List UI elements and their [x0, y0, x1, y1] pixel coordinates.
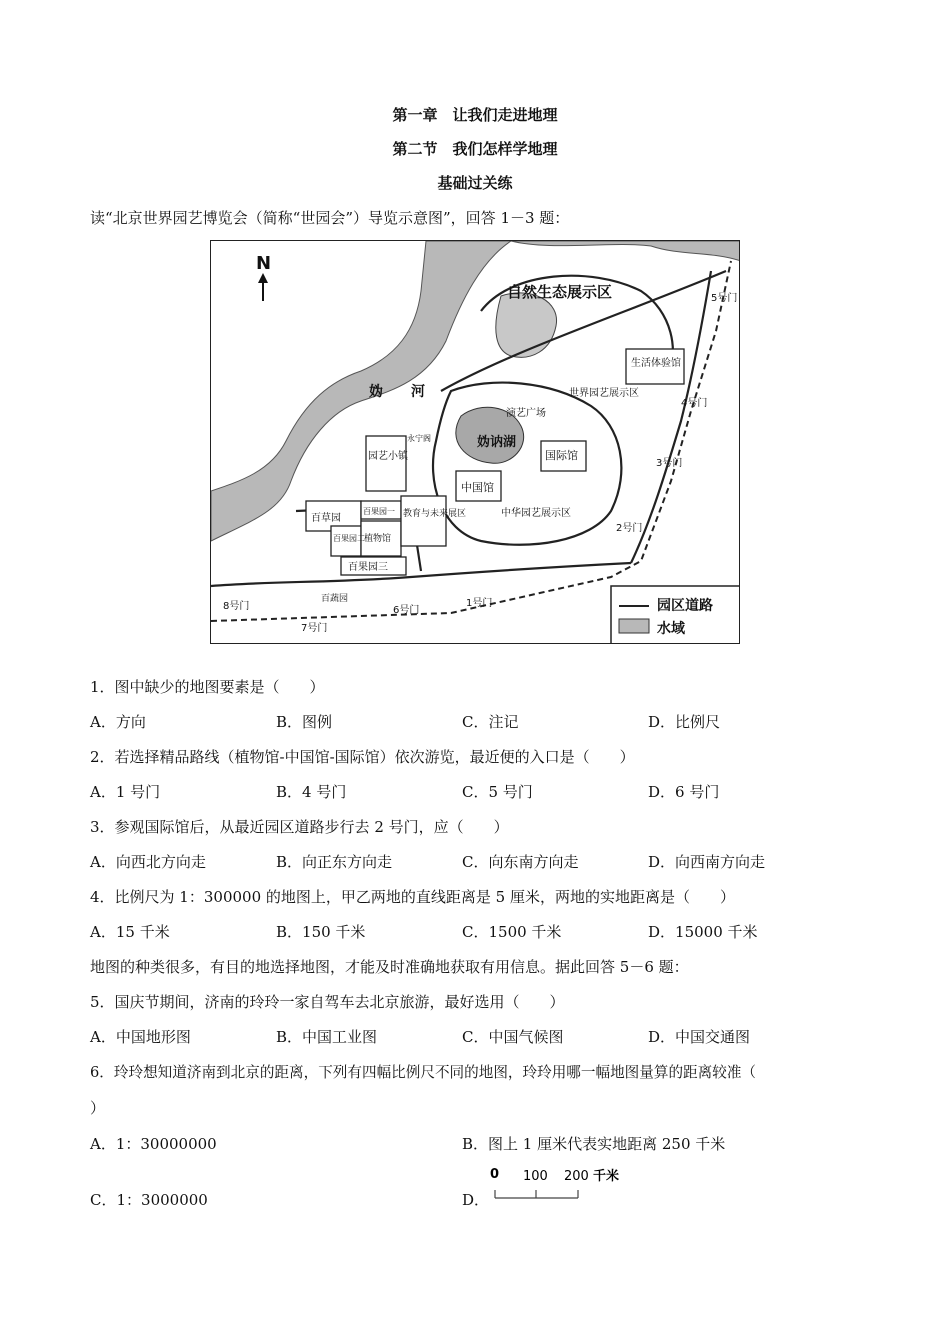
exercise-subtitle: 基础过关练 [437, 174, 513, 192]
q1-stem: 1．图中缺少的地图要素是（ ） [90, 678, 325, 696]
q2-option-a: A．1 号门 [90, 783, 161, 801]
q4-stem: 4．比例尺为 1：300000 的地图上，甲乙两地的直线距离是 5 厘米，两地的实地距离是（ ） [90, 888, 735, 906]
q6-option-c: C．1：3000000 [90, 1191, 208, 1209]
gate-7: 7号门 [301, 623, 328, 634]
q6-option-a: A．1：30000000 [90, 1135, 217, 1153]
block-town [366, 436, 406, 491]
scale-line [495, 1190, 578, 1198]
expo-guide-map [210, 240, 740, 644]
north-label: N [256, 253, 272, 274]
gate-1: 1号门 [466, 598, 493, 609]
q6-option-b: B．图上 1 厘米代表实地距离 250 千米 [462, 1135, 726, 1153]
gate-4: 4号门 [681, 398, 708, 409]
legend-water-swatch [619, 619, 649, 633]
scale-unit: 千米 [593, 1169, 620, 1184]
label-education: 教育与未来展区 [403, 509, 467, 519]
q5-option-a: A．中国地形图 [90, 1028, 191, 1046]
q1-option-c: C．注记 [462, 713, 519, 731]
q6-stem-line1: 6．玲玲想知道济南到北京的距离，下列有四幅比例尺不同的地图，玲玲用哪一幅地图量算的距离较准（ [90, 1064, 757, 1081]
q2-option-d: D．6 号门 [648, 783, 720, 801]
label-baiguo1: 百果园一 [363, 507, 395, 516]
chapter-title: 第一章 让我们走进地理 [392, 106, 558, 124]
q3-option-d: D．向西南方向走 [648, 853, 766, 871]
q5-stem: 5．国庆节期间，济南的玲玲一家自驾车去北京旅游，最好选用（ ） [90, 993, 565, 1011]
scale-tick-200: 200 [564, 1169, 589, 1184]
intro-questions-5-6: 地图的种类很多，有目的地选择地图，才能及时准确地获取有用信息。据此回答 5－6 题： [90, 958, 689, 976]
q2-option-b: B．4 号门 [276, 783, 347, 801]
legend-water-label: 水域 [657, 621, 685, 637]
label-baiyao: 百蔬园 [321, 594, 349, 604]
q1-option-a: A．方向 [90, 713, 146, 731]
section-title: 第二节 我们怎样学地理 [392, 140, 558, 158]
q4-option-d: D．15000 千米 [648, 923, 758, 941]
q3-stem: 3．参观国际馆后，从最近园区道路步行去 2 号门，应（ ） [90, 818, 509, 836]
road-ring-center [433, 383, 621, 545]
q5-option-b: B．中国工业图 [276, 1028, 378, 1046]
label-international: 国际馆 [545, 449, 578, 462]
q2-stem: 2．若选择精品路线（植物馆-中国馆-国际馆）依次游览，最近便的入口是（ ） [90, 748, 635, 766]
q6-stem-line2: ） [90, 1099, 106, 1117]
label-chinese-garden: 中华园艺展示区 [501, 508, 571, 519]
map-drawing [211, 241, 740, 644]
gate-2: 2号门 [616, 523, 643, 534]
label-baiguo3: 百果园三 [348, 562, 388, 573]
q5-option-d: D．中国交通图 [648, 1028, 751, 1046]
q4-option-a: A．15 千米 [90, 923, 170, 941]
label-lake: 妫讷湖 [477, 435, 517, 450]
q6-option-d-label: D． [462, 1191, 490, 1209]
label-world-garden: 世界园艺展示区 [569, 388, 639, 399]
q3-option-c: C．向东南方向走 [462, 853, 579, 871]
q4-option-b: B．150 千米 [276, 923, 366, 941]
label-baiguo2: 百果园二 [333, 534, 365, 543]
nature-area-lake [496, 293, 557, 357]
label-river: 妫 河 [369, 384, 425, 400]
intro-questions-1-3: 读“北京世界园艺博览会（简称“世园会”）导览示意图”，回答 1－3 题： [90, 209, 570, 227]
road-east [631, 271, 711, 563]
label-baicao: 百草园 [311, 513, 341, 524]
gate-8: 8号门 [223, 601, 250, 612]
q3-option-a: A．向西北方向走 [90, 853, 206, 871]
q4-option-c: C．1500 千米 [462, 923, 562, 941]
label-yongning: 永宁阁 [407, 434, 431, 443]
scale-tick-0: 0 [490, 1167, 500, 1182]
northeast-water [511, 241, 740, 261]
scale-tick-100: 100 [523, 1169, 548, 1184]
q3-option-b: B．向正东方向走 [276, 853, 393, 871]
q1-option-b: B．图例 [276, 713, 333, 731]
label-life: 生活体验馆 [631, 358, 681, 369]
gate-5: 5号门 [711, 293, 738, 304]
label-performance: 演艺广场 [506, 408, 546, 419]
gate-3: 3号门 [656, 458, 683, 469]
q6-option-d-scale-bar [490, 1164, 630, 1204]
q2-option-c: C．5 号门 [462, 783, 533, 801]
legend-road-label: 园区道路 [657, 598, 713, 614]
q5-option-c: C．中国气候图 [462, 1028, 564, 1046]
block-education [401, 496, 446, 546]
label-town: 园艺小镇 [368, 451, 408, 462]
label-china-pavilion: 中国馆 [461, 481, 494, 494]
q1-option-d: D．比例尺 [648, 713, 721, 731]
north-arrow-head [258, 273, 268, 283]
label-nature: 自然生态展示区 [507, 283, 613, 301]
label-botanical: 植物馆 [364, 534, 392, 544]
gate-6: 6号门 [393, 605, 420, 616]
